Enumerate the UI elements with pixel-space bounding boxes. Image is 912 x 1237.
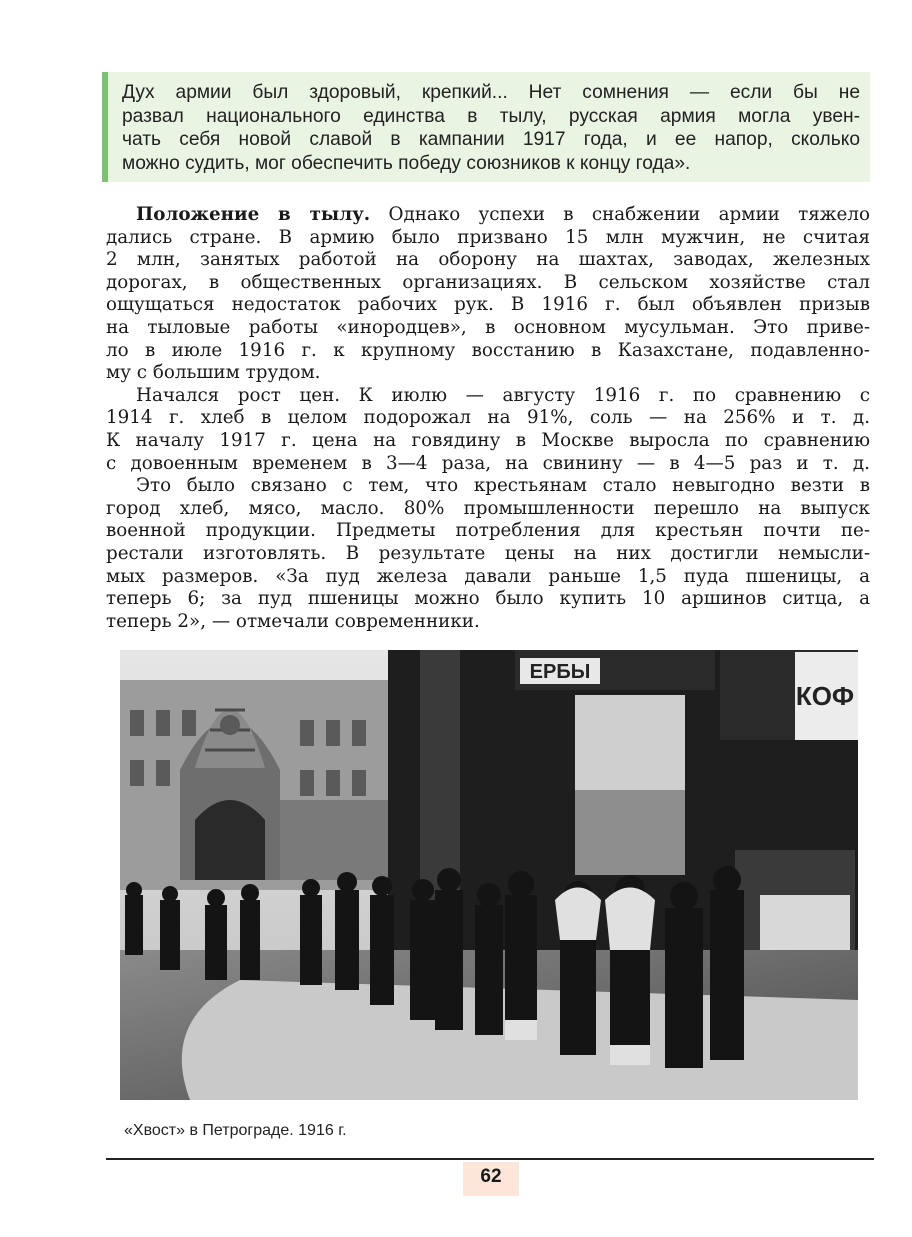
paragraph-line: К началу 1917 г. цена на говядину в Москве выросла по сравнению	[106, 429, 870, 451]
quote-box	[102, 72, 870, 182]
paragraph-line: 1914 г. хлеб в целом подорожал на 91%, соль — на 256% и т. д.	[106, 407, 870, 429]
historical-photo	[120, 650, 858, 1100]
paragraph-line: с довоенным временем в 3—4 раза, на свинину — в 4—5 раз и т. д.	[106, 452, 870, 474]
paragraph-line: 2 млн, занятых работой на оборону на шахтах, заводах, железных	[106, 249, 870, 271]
paragraph-line: город хлеб, мясо, масло. 80% промышленности перешло на выпуск	[106, 497, 870, 519]
section-heading: Положение в тылу.	[136, 204, 371, 225]
paragraph-line: на тыловые работы «инородцев», в основном мусульман. Это приве-	[106, 316, 870, 338]
quote-text	[122, 81, 860, 175]
paragraph-line: военной продукции. Предметы потребления для крестьян почти пе-	[106, 520, 870, 542]
shop-sign-right: КОФ	[795, 681, 855, 711]
paragraph-line: ло в июле 1916 г. к крупному восстанию в Казахстане, подавленно-	[106, 339, 870, 361]
paragraph-line: Начался рост цен. К июлю — августу 1916 г. по сравнению с	[136, 384, 870, 406]
paragraph-line: му с большим трудом.	[106, 362, 321, 384]
quote-line: развал национального единства в тылу, русская армия могла увен-	[122, 105, 860, 127]
paragraph-line: мых размеров. «За пуд железа давали раньше 1,5 пуда пшеницы, а	[106, 565, 870, 587]
paragraph-line: теперь 6; за пуд пшеницы можно было купить 10 аршинов ситца, а	[106, 588, 870, 610]
quote-line: можно судить, мог обеспечить победу союзников к концу года».	[122, 152, 691, 174]
page-number: 62	[480, 1166, 502, 1187]
main-text	[106, 204, 870, 633]
paragraph-line: Это было связано с тем, что крестьянам стало невыгодно везти в	[136, 475, 870, 497]
paragraph-line: рестали изготовлять. В результате цены на них достигли немысли-	[106, 542, 870, 564]
paragraph-line: Положение в тылу. Однако успехи в снабжении армии тяжело	[136, 204, 870, 225]
shop-sign-left: ЕРБЫ	[529, 661, 591, 683]
paragraph-line: теперь 2», — отмечали современники.	[106, 610, 480, 632]
paragraph-line: дались стране. В армию было призвано 15 млн мужчин, не считая	[106, 226, 870, 248]
quote-line: чать себя новой славой в кампании 1917 года, и ее напор, сколько	[122, 129, 860, 150]
photo-caption: «Хвост» в Петрограде. 1916 г.	[124, 1122, 347, 1139]
quote-line: Дух армии был здоровый, крепкий... Нет сомнения — если бы не	[122, 82, 860, 103]
footer-divider	[106, 1158, 874, 1160]
paragraph-line: дорогах, в общественных организациях. В сельском хозяйстве стал	[106, 271, 870, 293]
paragraph-line: ощущаться недостаток рабочих рук. В 1916 г. был объявлен призыв	[106, 294, 870, 316]
photo-illustration	[120, 650, 858, 1100]
